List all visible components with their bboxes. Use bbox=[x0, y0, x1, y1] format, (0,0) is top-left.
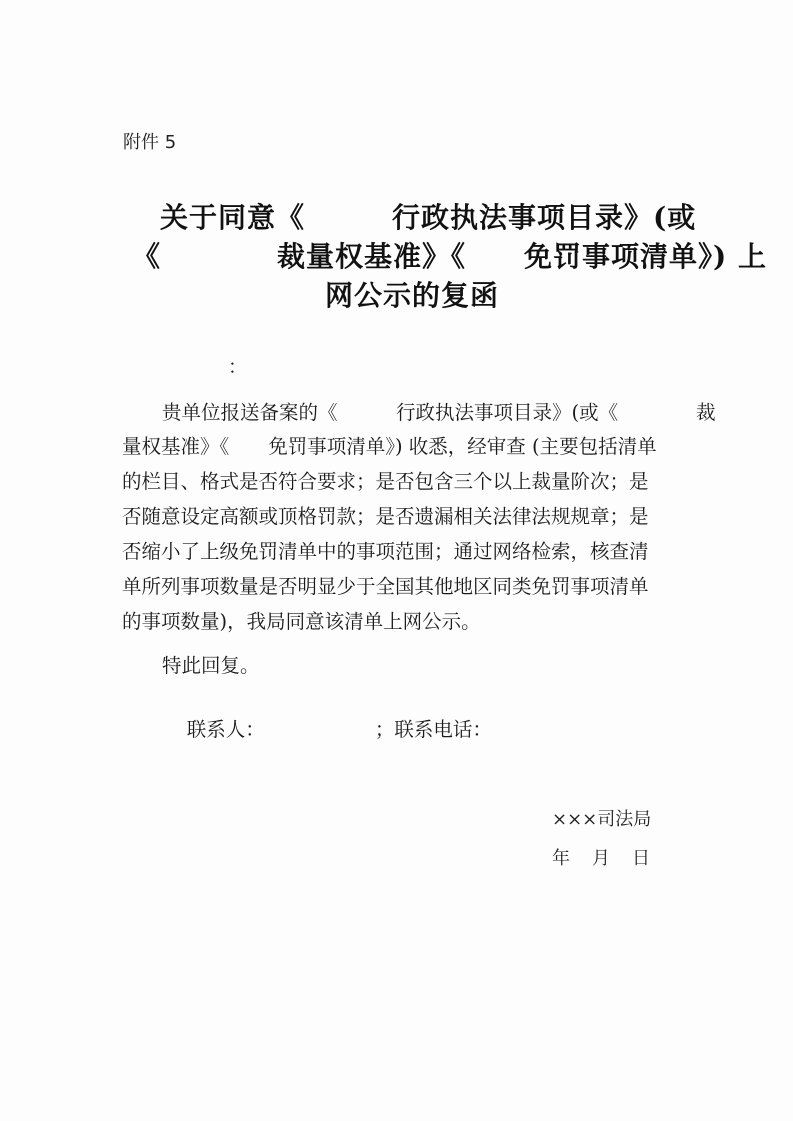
body-line-4: 否随意设定高额或顶格罚款；是否遗漏相关法律法规规章；是 bbox=[122, 505, 649, 528]
document-title-line-1: 关于同意《 行政执法事项目录》(或 bbox=[160, 201, 697, 234]
recipient-colon: ： bbox=[228, 356, 248, 378]
signature-date bbox=[552, 844, 650, 870]
date-year: 年 bbox=[552, 848, 570, 869]
signer-organization: ×××司法局 bbox=[552, 809, 652, 830]
contact-separator: ； bbox=[374, 718, 395, 741]
body-line-5: 否缩小了上级免罚清单中的事项范围；通过网络检索，核查清 bbox=[122, 540, 649, 563]
closing-line: 特此回复。 bbox=[162, 654, 260, 677]
body-line-3: 的栏目、格式是否符合要求；是否包含三个以上裁量阶次；是 bbox=[122, 470, 649, 493]
attachment-label: 附件 5 bbox=[123, 132, 177, 153]
body-line-6: 单所列事项数量是否明显少于全国其他地区同类免罚事项清单 bbox=[122, 575, 649, 598]
body-line-2: 量权基准》《 免罚事项清单》) 收悉，经审查 (主要包括清单 bbox=[122, 435, 657, 458]
body-line-1: 贵单位报送备案的《 行政执法事项目录》(或《 裁 bbox=[162, 401, 716, 424]
document-title-line-2: 《 裁量权基准》《 免罚事项清单》) 上 bbox=[132, 240, 767, 273]
document-title-line-3: 网公示的复函 bbox=[325, 279, 500, 312]
contact-person-label: 联系人： bbox=[186, 718, 265, 741]
date-month: 月 bbox=[592, 848, 610, 869]
body-line-7: 的事项数量)，我局同意该清单上网公示。 bbox=[122, 610, 481, 633]
date-day: 日 bbox=[632, 848, 650, 869]
contact-phone-label: 联系电话： bbox=[394, 718, 492, 741]
contact-line bbox=[162, 691, 742, 765]
